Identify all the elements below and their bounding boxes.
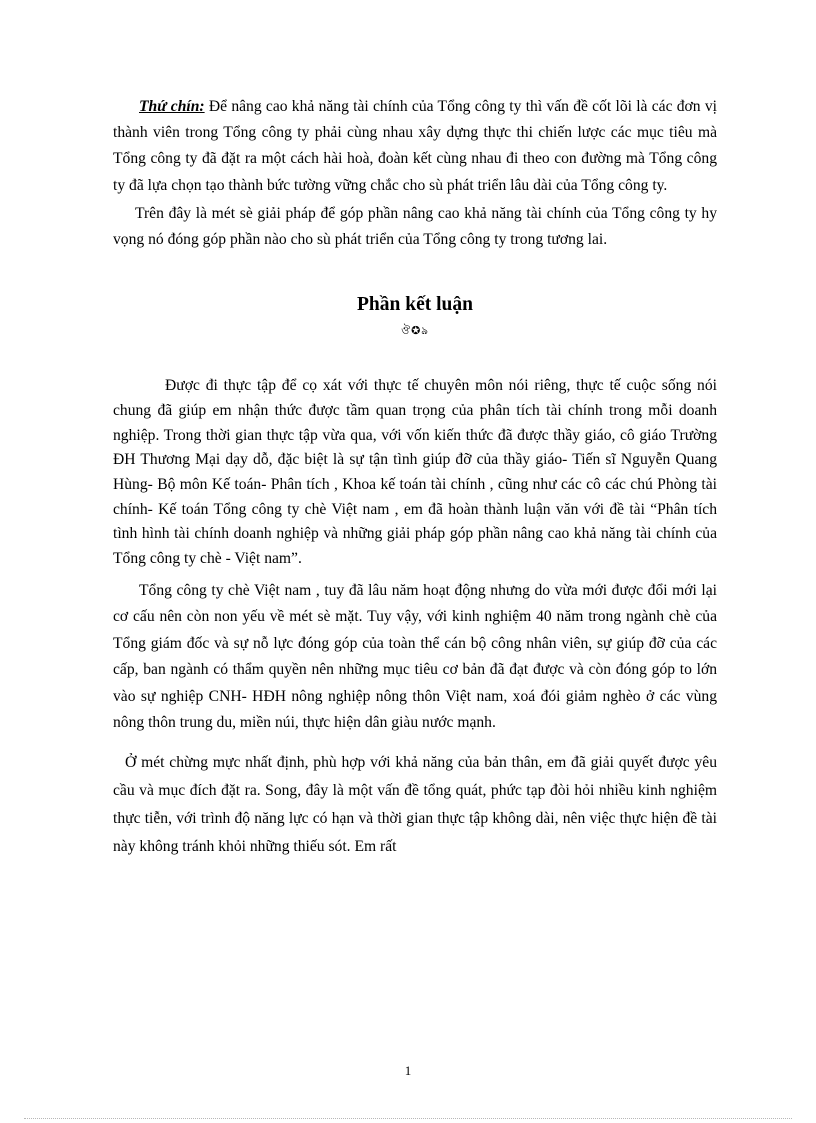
paragraph-thu-chin — [113, 94, 717, 199]
lead-label: Thứ chín: — [139, 98, 205, 115]
section-heading: Phần kết luận — [357, 294, 473, 316]
paragraph-text: Để nâng cao khả năng tài chính của Tổng công ty thì vấn đề cốt lõi là các đơn vị thành viên trong Tổng công ty phải cùng nhau xây dựng thực thi chiến lược các mục tiêu mà Tổng công ty đã đặt ra một cách hài hoà, đoàn kết cùng nhau đi theo con đường mà Tổng công ty đã lựa chọn tạo thành bức tường vững chắc cho sù phát triển lâu dài của Tổng công ty. — [113, 98, 717, 194]
paragraph-conclusion-1: Được đi thực tập để cọ xát với thực tế chuyên môn nói riêng, thực tế cuộc sống nói chung đã giúp em nhận thức được tầm quan trọng của phân tích tài chính trong mỗi doanh nghiệp. Trong thời gian thực tập vừa qua, với vốn kiến thức đã được thầy giáo, cô giáo Trường ĐH Thương Mại dạy dỗ, đặc biệt là sự tận tình giúp đỡ của thầy giáo- Tiến sĩ Nguyễn Quang Hùng- Bộ môn Kế toán- Phân tích , Khoa kế toán tài chính , cũng như các cô các chú Phòng tài chính- Kế toán Tổng công ty chè Việt nam , em đã hoàn thành luận văn với đề tài “Phân tích tình hình tài chính doanh nghiệp và những giải pháp góp phần nâng cao khả năng tài chính của Tổng công ty chè - Việt nam”. — [113, 377, 717, 568]
paragraph-conclusion-3: Ở mét chừng mực nhất định, phù hợp với khả năng của bản thân, em đã giải quyết được yêu cầu và mục đích đặt ra. Song, đây là một vấn đề tổng quát, phức tạp đòi hỏi nhiều kinh nghiệm thực tiễn, với trình độ năng lực có hạn và thời gian thực tập không dài, nên việc thực hiện đề tài này không tránh khỏi những thiếu sót. Em rất — [113, 753, 717, 855]
paragraph-conclusion-2: Tổng công ty chè Việt nam , tuy đã lâu năm hoạt động nhưng do vừa mới được đổi mới lại cơ cấu nên còn non yếu về mét sè mặt. Tuy vậy, với kinh nghiệm 40 năm trong ngành chè của Tổng giám đốc và sự nỗ lực đóng góp của toàn thể cán bộ công nhân viên, sự giúp đỡ của các cấp, ban ngành có thẩm quyền nên những mục tiêu cơ bản đã đạt được và còn đóng góp to lớn vào sự nghiệp CNH- HĐH nông nghiệp nông thôn Việt nam, xoá đói giảm nghèo ở các vùng nông thôn trung du, miền núi, thực hiện dân giàu nước mạnh. — [113, 581, 717, 732]
paragraph-summary: Trên đây là mét sè giải pháp để góp phần nâng cao khả năng tài chính của Tổng công ty hy vọng nó đóng góp phần nào cho sù phát triển của Tổng công ty trong tương lai. — [113, 204, 717, 249]
ornament-divider: ঔ✪ঌ — [401, 325, 429, 338]
page-edge-divider — [24, 1118, 792, 1119]
page-number: 1 — [404, 1063, 412, 1078]
page-body — [113, 94, 717, 861]
